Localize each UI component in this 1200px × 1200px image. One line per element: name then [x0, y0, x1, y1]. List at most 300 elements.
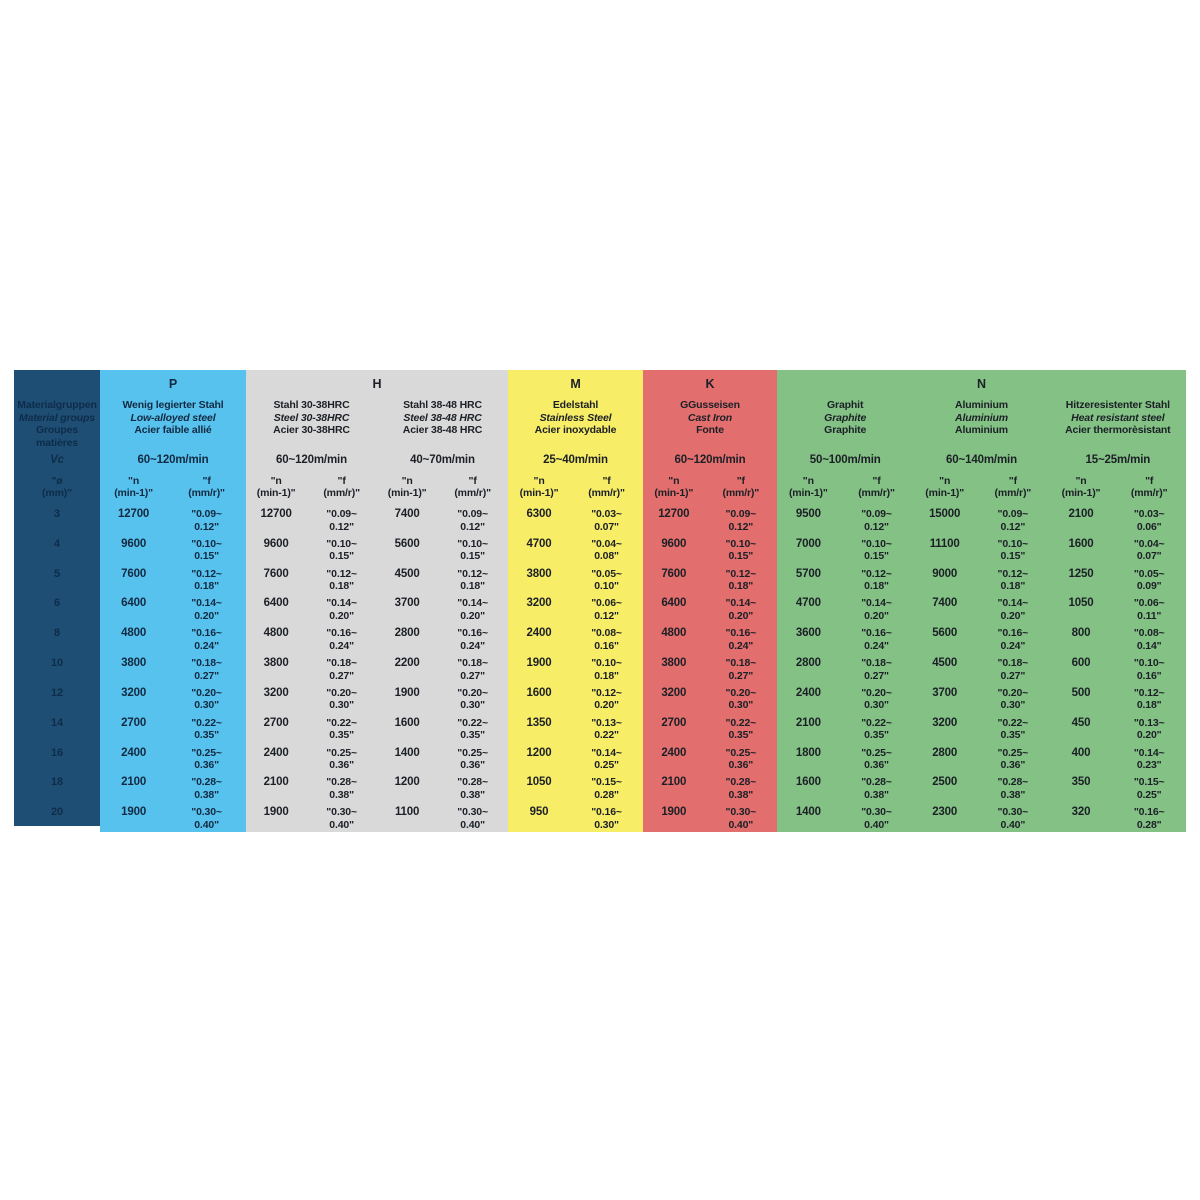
table-row	[14, 564, 100, 594]
f-range-line: "0.25~	[861, 746, 892, 759]
n-value: 1900	[526, 657, 552, 670]
diameter-value: 14	[51, 716, 63, 729]
material-name-line: Graphite	[824, 411, 867, 424]
f-range-line: 0.14"	[1136, 639, 1162, 652]
n-value: 2400	[795, 686, 821, 699]
f-range-line: 0.24"	[864, 639, 889, 652]
n-value: 1600	[394, 716, 420, 729]
material-subcolumn	[777, 398, 913, 832]
f-range	[167, 623, 246, 653]
n-value: 2100	[661, 776, 687, 789]
f-range-line: "0.10~	[326, 537, 357, 550]
table-row	[1050, 743, 1186, 773]
table-row	[643, 504, 777, 534]
f-range-line: "0.30~	[191, 806, 222, 819]
material-name-line: Fonte	[696, 424, 724, 436]
f-range-line: 0.24"	[194, 639, 219, 652]
f-range	[1112, 802, 1186, 832]
n-value: 15000	[929, 508, 961, 520]
nf-header	[508, 471, 643, 504]
table-row	[777, 534, 913, 564]
nf-header	[913, 471, 1049, 504]
table-row	[643, 802, 777, 832]
table-row	[100, 802, 246, 832]
f-range-line: "0.25~	[457, 746, 488, 759]
f-range-line: "0.28~	[725, 776, 757, 789]
n-value: 1900	[394, 686, 420, 699]
f-range	[840, 683, 914, 713]
table-row	[100, 653, 246, 683]
f-range-line: "0.16~	[1133, 806, 1165, 819]
f-range	[976, 593, 1050, 623]
f-header-line: (mm/r)"	[858, 487, 895, 499]
f-range-line: 0.40"	[728, 818, 754, 831]
diameter-value: 5	[54, 567, 60, 580]
n-value: 4700	[526, 537, 552, 550]
f-range-line: "0.14~	[997, 597, 1029, 610]
f-range	[306, 504, 377, 534]
f-range-line: "0.16~	[191, 627, 222, 640]
f-range-line: 0.24"	[1000, 639, 1026, 652]
n-value: 3200	[263, 686, 289, 699]
material-name-line: Aluminium	[955, 411, 1008, 424]
n-value: 2200	[394, 657, 420, 670]
f-header	[976, 471, 1050, 504]
f-range	[840, 593, 914, 623]
material-name-line: Acier 38-48 HRC	[402, 424, 483, 436]
f-range-line: "0.09~	[861, 508, 892, 520]
table-row	[643, 564, 777, 594]
f-range-line: 0.30"	[864, 699, 889, 712]
n-value: 450	[1071, 716, 1091, 729]
f-range-line: "0.10~	[1133, 657, 1165, 670]
f-range-line: 0.38"	[460, 788, 485, 801]
table-row	[1050, 534, 1186, 564]
table-row	[508, 713, 643, 743]
data-rows	[913, 504, 1049, 832]
f-range-line: 0.20"	[194, 609, 219, 622]
f-range-line: "0.04~	[591, 537, 622, 550]
f-range	[437, 504, 508, 534]
n-value: 7000	[795, 537, 821, 550]
f-range-line: "0.18~	[191, 657, 222, 670]
f-range-line: 0.20"	[1000, 609, 1026, 622]
table-row	[377, 593, 508, 623]
f-range-line: 0.09"	[1136, 580, 1162, 593]
table-row	[246, 564, 377, 594]
n-header-line: "n	[128, 475, 140, 487]
table-row	[14, 802, 100, 832]
material-name-line: Acier inoxydable	[534, 424, 617, 436]
f-range	[1112, 683, 1186, 713]
f-range-line: 0.35"	[194, 729, 219, 742]
f-range	[306, 802, 377, 832]
f-range-line: 0.24"	[728, 639, 754, 652]
table-row	[643, 593, 777, 623]
n-header-line: (min-1)"	[114, 487, 153, 499]
f-range-line: "0.15~	[591, 776, 622, 789]
diameter-value: 16	[51, 746, 63, 759]
data-rows	[377, 504, 508, 832]
n-value: 4800	[661, 627, 687, 640]
diameter-value: 18	[51, 776, 63, 789]
n-header	[643, 471, 705, 504]
n-header-line: (min-1)"	[387, 487, 427, 499]
f-range-line: "0.20~	[326, 686, 357, 699]
n-value: 3700	[932, 686, 958, 699]
f-range	[840, 802, 914, 832]
f-range-line: 0.30"	[1000, 699, 1026, 712]
material-name-line: Heat resistant steel	[1071, 411, 1165, 424]
table-row	[1050, 802, 1186, 832]
f-range	[167, 713, 246, 743]
n-value: 9600	[121, 537, 147, 550]
f-range-line: "0.30~	[997, 806, 1029, 819]
f-header	[306, 471, 377, 504]
n-value: 1350	[526, 716, 552, 729]
material-name-line: Steel 30-38HRC	[273, 411, 350, 424]
nf-header	[1050, 471, 1186, 504]
n-value: 1400	[795, 806, 821, 819]
f-range-line: 0.18"	[1136, 699, 1162, 712]
f-header-line: (mm/r)"	[994, 487, 1032, 499]
f-range-line: 0.12"	[194, 520, 219, 533]
table-row	[246, 593, 377, 623]
n-value: 2300	[932, 806, 958, 819]
f-range	[167, 504, 246, 534]
f-range-line: "0.20~	[725, 686, 757, 699]
table-row	[377, 564, 508, 594]
f-range	[976, 772, 1050, 802]
nf-header	[377, 471, 508, 504]
f-range-line: "0.16~	[725, 627, 757, 640]
n-header-line: (min-1)"	[519, 487, 559, 499]
table-row	[913, 802, 1049, 832]
f-range	[306, 653, 377, 683]
f-range	[976, 683, 1050, 713]
table-row	[377, 802, 508, 832]
f-range-line: 0.40"	[864, 818, 889, 831]
f-range	[306, 683, 377, 713]
n-value: 4800	[121, 627, 147, 640]
f-range	[306, 713, 377, 743]
f-range	[976, 653, 1050, 683]
diameter-value: 20	[51, 806, 63, 819]
n-value: 2100	[263, 776, 289, 789]
nf-header	[643, 471, 777, 504]
material-name-line: Stahl 38-48 HRC	[403, 399, 482, 411]
group-p	[100, 370, 246, 832]
table-row	[777, 653, 913, 683]
table-row	[14, 623, 100, 653]
table-row	[14, 534, 100, 564]
diameter-header	[14, 471, 100, 504]
f-range-line: "0.18~	[861, 657, 892, 670]
f-range-line: "0.22~	[997, 716, 1029, 729]
f-range-line: 0.28"	[1136, 818, 1162, 831]
n-value: 12700	[260, 508, 292, 520]
table-row	[14, 683, 100, 713]
f-range-line: "0.28~	[457, 776, 488, 789]
f-range-line: "0.25~	[997, 746, 1029, 759]
f-range	[705, 713, 777, 743]
f-range	[840, 772, 914, 802]
f-range-line: "0.22~	[457, 716, 488, 729]
n-header-line: "n	[668, 475, 680, 487]
cutting-speed: 60~120m/min	[137, 454, 209, 466]
f-range-line: "0.09~	[725, 508, 757, 520]
n-value: 7600	[121, 567, 147, 580]
f-range-line: 0.27"	[864, 669, 889, 682]
n-value: 7400	[932, 597, 958, 610]
n-value: 1050	[526, 776, 552, 789]
f-range-line: "0.16~	[861, 627, 892, 640]
n-value: 1200	[526, 746, 552, 759]
f-header	[1112, 471, 1186, 504]
f-range-line: "0.28~	[997, 776, 1029, 789]
f-range-line: 0.36"	[329, 759, 354, 771]
cutting-speed: 60~120m/min	[674, 454, 746, 466]
f-range-line: 0.25"	[1136, 788, 1162, 801]
f-range	[437, 683, 508, 713]
f-range-line: "0.30~	[326, 806, 357, 819]
f-range-line: "0.20~	[997, 686, 1029, 699]
table-row	[100, 593, 246, 623]
material-name-line: Edelstahl	[552, 399, 599, 411]
n-header	[1050, 471, 1113, 504]
n-value: 4500	[932, 657, 958, 670]
n-value: 6400	[121, 597, 147, 610]
n-value: 9000	[932, 567, 958, 580]
diameter-header-cell	[14, 471, 100, 504]
material-name	[377, 398, 508, 449]
f-range-line: 0.07"	[594, 520, 619, 533]
f-range-line: 0.30"	[460, 699, 485, 712]
table-row	[643, 653, 777, 683]
f-range-line: 0.35"	[329, 729, 354, 742]
n-value: 6300	[526, 508, 552, 520]
n-value: 3200	[932, 716, 958, 729]
f-range-line: "0.22~	[861, 716, 892, 729]
table-row	[777, 504, 913, 534]
f-range	[1112, 653, 1186, 683]
table-row	[913, 653, 1049, 683]
table-row	[508, 683, 643, 713]
f-range-line: 0.35"	[460, 729, 485, 742]
f-range-line: "0.30~	[457, 806, 488, 819]
n-value: 6400	[263, 597, 289, 610]
f-header-line: (mm/r)"	[323, 487, 360, 499]
table-row	[643, 743, 777, 773]
f-range	[840, 534, 914, 564]
f-range-line: "0.03~	[591, 508, 622, 520]
table-row	[777, 564, 913, 594]
n-value: 7600	[661, 567, 687, 580]
f-range-line: "0.14~	[191, 597, 222, 610]
f-header-line: "f	[736, 475, 745, 487]
n-value: 4700	[795, 597, 821, 610]
f-range	[167, 593, 246, 623]
f-range-line: "0.12~	[1133, 686, 1165, 699]
f-range-line: 0.23"	[1136, 759, 1162, 771]
n-value: 1900	[121, 806, 147, 819]
f-range-line: "0.30~	[725, 806, 757, 819]
f-range-line: "0.18~	[725, 657, 757, 670]
f-range-line: 0.40"	[194, 818, 219, 831]
material-subcolumn	[913, 398, 1049, 832]
material-name	[508, 398, 643, 449]
f-header-line: "f	[337, 475, 346, 487]
f-range	[840, 653, 914, 683]
f-range-line: "0.04~	[1133, 537, 1165, 550]
f-range-line: 0.18"	[1000, 580, 1026, 593]
f-range-line: 0.36"	[194, 759, 219, 771]
n-value: 5600	[394, 537, 420, 550]
diameter-header-line: "ø	[51, 475, 63, 487]
f-range-line: 0.12"	[1000, 520, 1026, 533]
f-range-line: "0.12~	[725, 567, 757, 580]
f-header	[437, 471, 508, 504]
f-range-line: 0.38"	[329, 788, 354, 801]
f-header	[705, 471, 777, 504]
table-row	[777, 713, 913, 743]
f-range	[705, 534, 777, 564]
table-row	[777, 802, 913, 832]
table-row	[14, 743, 100, 773]
f-range-line: "0.16~	[997, 627, 1029, 640]
table-row	[913, 743, 1049, 773]
n-value: 1200	[394, 776, 420, 789]
f-header	[167, 471, 246, 504]
table-row	[377, 743, 508, 773]
f-range-line: 0.15"	[329, 550, 354, 563]
f-range	[570, 713, 643, 743]
material-name-line: Stainless Steel	[539, 411, 612, 424]
materials-title-line: Groupes matières	[35, 424, 79, 449]
table-row	[14, 504, 100, 534]
f-range	[437, 653, 508, 683]
n-value: 500	[1071, 686, 1091, 699]
f-range	[570, 772, 643, 802]
material-subcolumn	[377, 398, 508, 832]
table-row	[246, 802, 377, 832]
f-range	[437, 802, 508, 832]
f-range-line: "0.09~	[326, 508, 357, 520]
f-range-line: 0.12"	[864, 520, 889, 533]
f-range-line: 0.24"	[329, 639, 354, 652]
f-range-line: 0.20"	[728, 609, 754, 622]
group-h	[246, 370, 508, 832]
table-row	[1050, 713, 1186, 743]
f-range-line: 0.30"	[594, 818, 619, 831]
f-range	[1112, 772, 1186, 802]
n-header-line: "n	[939, 475, 951, 487]
table-row	[100, 772, 246, 802]
group-letter: K	[705, 377, 715, 391]
f-range-line: 0.27"	[329, 669, 354, 682]
group-letter: P	[168, 377, 178, 391]
f-range	[570, 683, 643, 713]
table-row	[643, 623, 777, 653]
table-row	[643, 713, 777, 743]
f-range	[306, 593, 377, 623]
table-row	[777, 683, 913, 713]
f-range	[705, 802, 777, 832]
n-value: 950	[529, 806, 549, 819]
table-row	[913, 683, 1049, 713]
f-range	[167, 802, 246, 832]
n-value: 3200	[121, 686, 147, 699]
f-range-line: "0.22~	[725, 716, 757, 729]
f-range-line: 0.22"	[594, 729, 619, 742]
table-row	[777, 772, 913, 802]
data-rows	[246, 504, 377, 832]
f-range-line: "0.10~	[191, 537, 222, 550]
n-value: 7400	[394, 508, 420, 520]
f-range-line: 0.12"	[329, 520, 354, 533]
n-value: 1050	[1068, 597, 1094, 610]
f-range	[705, 623, 777, 653]
table-row	[508, 504, 643, 534]
table-row	[508, 593, 643, 623]
f-range-line: "0.25~	[326, 746, 357, 759]
n-value: 3200	[661, 686, 687, 699]
f-header-line: "f	[468, 475, 477, 487]
f-range-line: "0.16~	[591, 806, 622, 819]
table-row	[246, 623, 377, 653]
diameter-value: 8	[54, 627, 60, 640]
table-row	[508, 534, 643, 564]
table-row	[913, 504, 1049, 534]
table-row	[377, 623, 508, 653]
material-name-line: Graphit	[827, 399, 864, 411]
f-range-line: "0.13~	[1133, 716, 1165, 729]
n-value: 3200	[526, 597, 552, 610]
n-header-line: "n	[270, 475, 282, 487]
f-range-line: "0.22~	[191, 716, 222, 729]
table-row	[377, 653, 508, 683]
f-range-line: "0.14~	[591, 746, 622, 759]
n-header-line: "n	[533, 475, 545, 487]
f-range-line: 0.08"	[594, 550, 619, 563]
n-value: 2800	[394, 627, 420, 640]
material-name	[1050, 398, 1186, 449]
diameter-header-line: (mm)"	[42, 487, 72, 499]
f-range	[976, 743, 1050, 773]
f-range	[705, 504, 777, 534]
materials-header-column	[14, 370, 100, 832]
n-value: 7600	[263, 567, 289, 580]
table-row	[777, 743, 913, 773]
table-row	[913, 593, 1049, 623]
group-subcolumns	[777, 398, 1186, 832]
table-row	[508, 623, 643, 653]
f-range-line: 0.15"	[728, 550, 754, 563]
f-range-line: 0.12"	[728, 520, 754, 533]
f-range-line: "0.09~	[997, 508, 1029, 520]
f-header-line: "f	[1145, 475, 1154, 487]
table-row	[377, 683, 508, 713]
table-row	[377, 713, 508, 743]
table-row	[377, 772, 508, 802]
table-row	[377, 534, 508, 564]
diameter-rows	[14, 504, 100, 832]
n-value: 4800	[263, 627, 289, 640]
table-row	[246, 713, 377, 743]
n-value: 6400	[661, 597, 687, 610]
n-header	[100, 471, 167, 504]
table-row	[913, 564, 1049, 594]
